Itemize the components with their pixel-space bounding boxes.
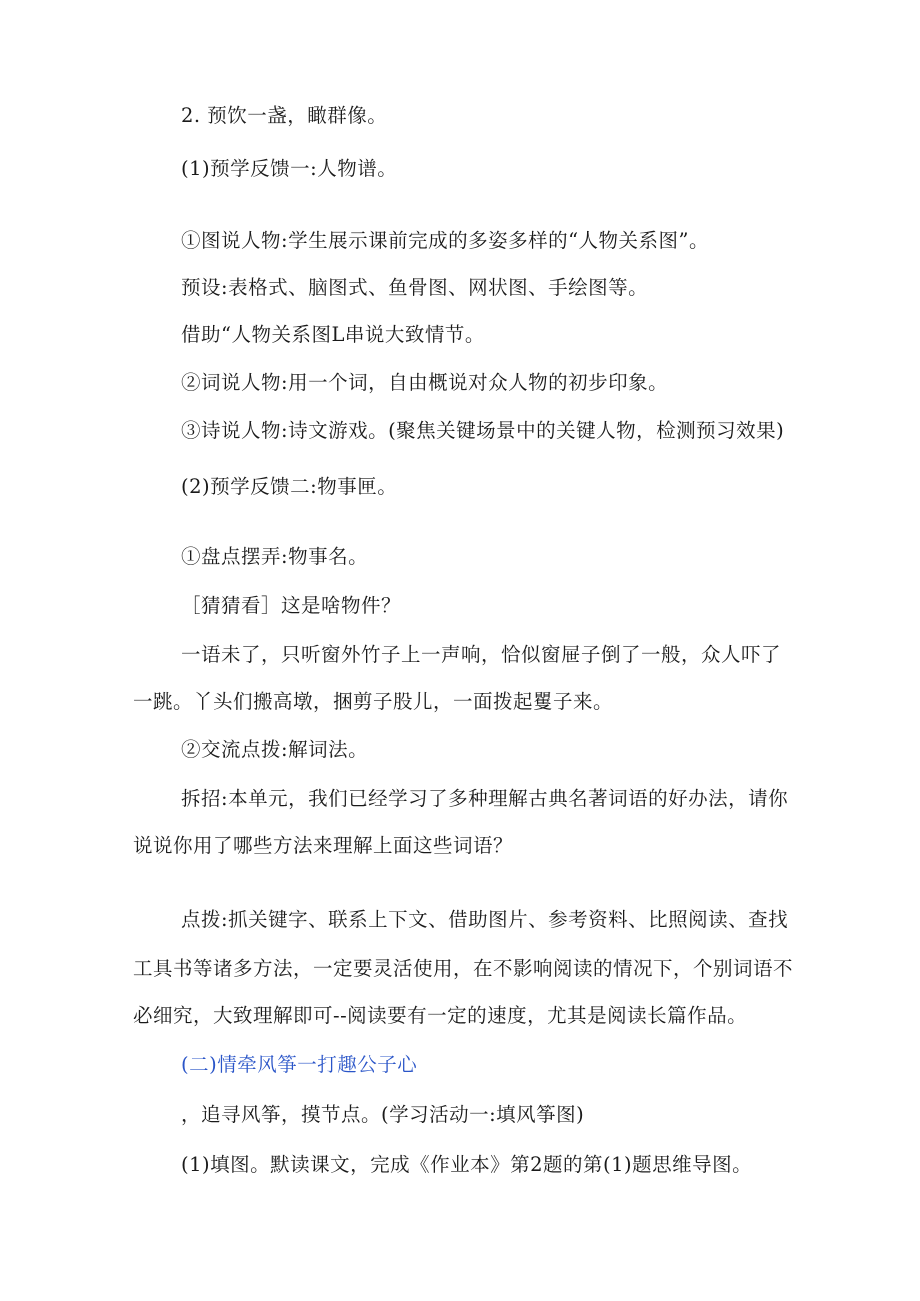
paragraph-line: ②词说人物:用一个词，自由概说对众人物的初步印象。 [181,371,669,394]
section-heading-blue: (二)情牵风筝一打趣公子心 [181,1053,418,1076]
paragraph-line: 拆招:本单元，我们已经学习了多种理解古典名著词语的好办法，请你 [181,787,789,810]
paragraph-line: 一跳。丫头们搬高墩，捆剪子股儿，一面拨起矍子来。 [133,690,614,713]
paragraph-line: (1)填图。默读课文，完成《作业本》第2题的第(1)题思维导图。 [181,1153,753,1176]
paragraph-line: 说说你用了哪些方法来理解上面这些词语？ [133,834,514,857]
paragraph-line: ③诗说人物:诗文游戏。(聚焦关键场景中的关键人物，检测预习效果) [181,419,785,442]
paragraph-line: 点拨:抓关键字、联系上下文、借助图片、参考资料、比照阅读、查找 [181,908,789,931]
subheading-feedback-1: (1)预学反馈一:人物谱。 [181,157,398,180]
paragraph-line: ［猜猜看］这是啥物件？ [181,594,402,617]
paragraph-line: ①盘点摆弄:物事名。 [181,545,369,568]
paragraph-line: 借助“人物关系图L串说大致情节。 [181,323,485,346]
paragraph-line: ，追寻风筝，摸节点。(学习活动一:填风筝图) [181,1103,585,1126]
paragraph-line: 一语未了，只听窗外竹子上一声响，恰似窗屉子倒了一般，众人吓了 [181,643,782,666]
paragraph-line: ②交流点拨:解词法。 [181,738,369,761]
paragraph-line: 预设:表格式、脑图式、鱼骨图、网状图、手绘图等。 [181,276,649,299]
paragraph-line: ①图说人物:学生展示课前完成的多姿多样的“人物关系图”。 [181,229,710,252]
paragraph-line: 工具书等诸多方法，一定要灵活使用，在不影响阅读的情况下，个别词语不 [133,957,794,980]
section-heading-2: 2. 预饮一盏，瞰群像。 [181,104,388,127]
subheading-feedback-2: (2)预学反馈二:物事匣。 [181,475,398,498]
paragraph-line: 必细究，大致理解即可--阅读要有一定的速度，尤其是阅读长篇作品。 [133,1004,748,1027]
